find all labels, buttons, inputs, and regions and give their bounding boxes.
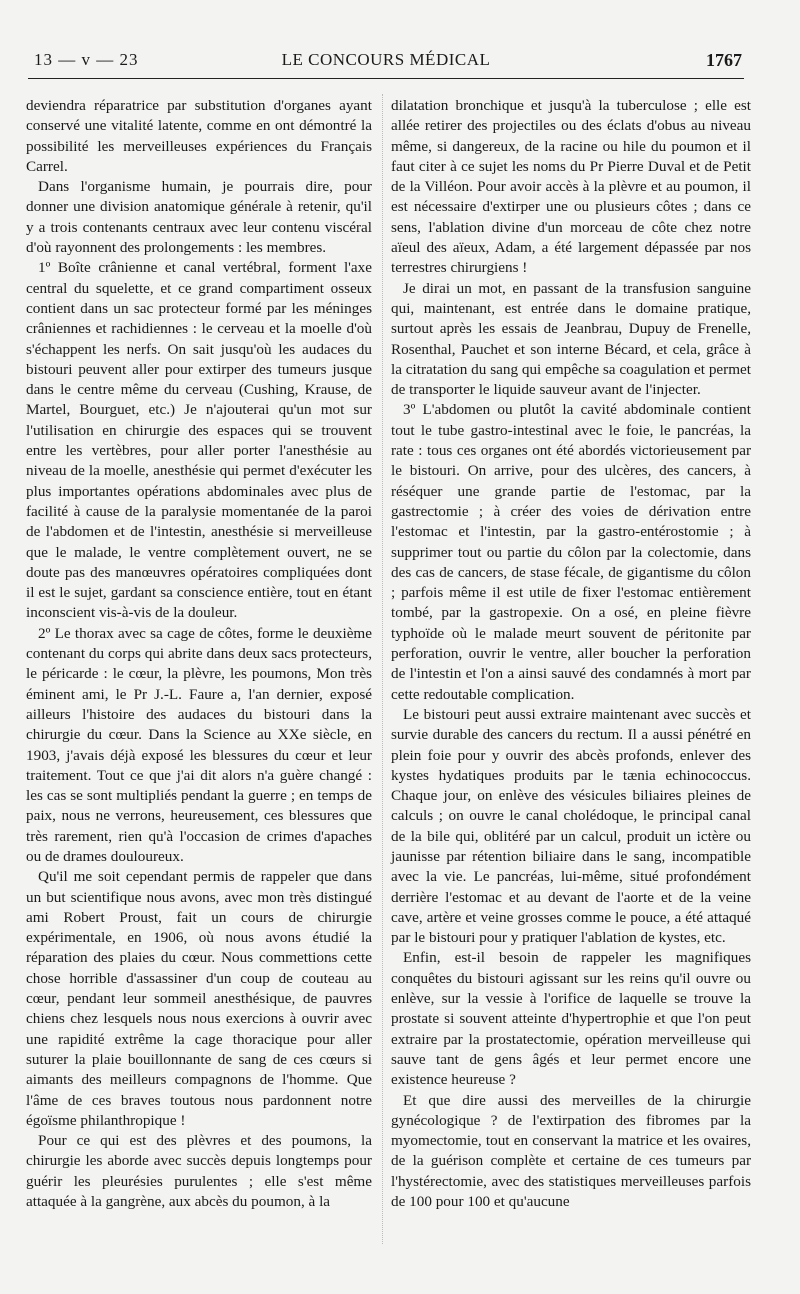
journal-title: LE CONCOURS MÉDICAL bbox=[281, 50, 491, 69]
issue-date: 13 — v — 23 bbox=[34, 50, 139, 69]
paragraph: deviendra réparatrice par substitution d'organes ayant conservé une vitalité latente, comme en ont démontré la possibilité les merveilleuses expériences du Français Carrel. bbox=[26, 97, 372, 175]
paragraph: Qu'il me soit cependant permis de rappeler que dans un but scientifique nous avons, avec mon très distingué ami Robert Proust, fait un cours de chirurgie expérimentale, en 1906, où nous avons étudié la réparation des plaies du cœur. Nous commettions cette chose horrible d'assassiner d'un coup de couteau au cœur, pendant leur sommeil anesthésique, de pauvres chiens chez lesquels nous nous exercions à ouvrir avec une rapidité extrême la cage thoracique pour aller suturer la plaie bouillonnante de sang de ces cœurs si aimants des meilleurs compagnons de l'homme. Que l'âme de ces braves toutous nous pardonnent notre égoïsme philanthropique ! bbox=[26, 868, 372, 1129]
column-divider bbox=[382, 94, 383, 1244]
right-column bbox=[391, 96, 751, 1212]
paragraph: Le bistouri peut aussi extraire maintenant avec succès et survie durable des cancers du rectum. Il a aussi pénétré en plein foie pour y ouvrir des abcès profonds, enlever des kystes hydatiques produits par le tænia echinococcus. Chaque jour, on enlève des vésicules biliaires pleines de calculs ; on ouvre le canal cholédoque, le principal canal de la bile qui, oblitéré par un calcul, produit un ictère ou jaunisse par rétention biliaire dans le sang, incompatible avec la vie. Le pancréas, lui-même, situé profondément derrière l'estomac et au devant de l'aorte et de la veine cave, artère et veine grosses comme le pouce, a été attaqué par le bistouri pour y pratiquer l'ablation de kystes, etc. bbox=[391, 705, 751, 947]
page-number: 1767 bbox=[706, 50, 742, 70]
paragraph: Et que dire aussi des merveilles de la chirurgie gynécologique ? de l'extirpation des fibromes par la myomectomie, tout en conservant la matrice et les ovaires, de la guérison complète et certaine de ces tumeurs par l'hystérectomie, avec des statistiques merveilleuses parfois de 100 pour 100 et qu'aucune bbox=[391, 1091, 751, 1211]
paragraph: Enfin, est-il besoin de rappeler les magnifiques conquêtes du bistouri agissant sur les reins qu'il ouvre ou enlève, sur la vessie à l'orifice de laquelle se trouve la prostate si souvent atteinte d'hypertrophie et que l'on peut extraire par la prostatectomie, opération merveilleuse qui sauve tant de gens âgés et leur permet encore une existence heureuse ? bbox=[391, 949, 751, 1089]
left-column bbox=[26, 96, 372, 1212]
paragraph: 3º L'abdomen ou plutôt la cavité abdominale contient tout le tube gastro-intestinal avec le foie, le pancréas, la rate : tous ces organes ont été abordés victorieusement par le bistouri. On arrive, pour des ulcères, des cancers, à réséquer une grande partie de l'estomac, par la gastrectomie ; à créer des voies de dérivation entre l'estomac et l'intestin, par la gastro-entérostomie ; à supprimer tout ou partie du côlon par la colectomie, dans des cas de cancers, de stase fécale, de gigantisme du côlon ; parfois même il est utile de fixer l'estomac entièrement tombé, par la gastropexie. On a osé, en pleine fièvre typhoïde où le malade meurt souvent de péritonite par perforation, ouvrir le ventre, aller boucher la perforation de l'intestin et l'on a ainsi sauvé des condamnés à mort par cette redoutable complication. bbox=[391, 401, 751, 703]
paragraph: 1º Boîte crânienne et canal vertébral, forment l'axe central du squelette, et ce grand compartiment osseux contient dans un sac protecteur formé par les méninges crâniennes et rachidiennes : le cerveau et la moelle d'où s'échappent les nerfs. On sait jusqu'où les audaces du bistouri peuvent aller pour extirper des tumeurs jusque dans le centre même du cerveau (Cushing, Krause, de Martel, Bourguet, etc.) Je n'ajouterai qu'un mot sur l'utilisation en chirurgie des espaces qui se trouvent entre les vertèbres, pour aller porter l'anesthésie au niveau de la moelle, anesthésie qui permet d'exécuter les plus importantes opérations abdominales avec plus de facilité à cause de la paralysie momentanée de la paroi de l'abdomen et de l'intestin, anesthésie si merveilleuse que le malade, le ventre complètement ouvert, ne se doute pas des manœuvres opératoires compliquées dont il est le sujet, gardant sa conscience entière, tout en étant inconscient vis-à-vis de la douleur. bbox=[26, 259, 372, 622]
paragraph: dilatation bronchique et jusqu'à la tuberculose ; elle est allée retirer des projectiles ou des éclats d'obus au niveau même, si dangereux, de la racine ou hile du poumon et il faut citer à ce sujet les noms du Pr Pierre Duval et de Petit de la Villéon. Pour avoir accès à la plèvre et au poumon, il est nécessaire d'extirper une ou plusieurs côtes ; dans ce sens, l'ablation divine d'un morceau de côte chez notre aïeul des aïeux, Adam, a été largement dépassée par nos terrestres chirurgiens ! bbox=[391, 97, 751, 277]
paragraph: Dans l'organisme humain, je pourrais dire, pour donner une division anatomique générale à retenir, qu'il y a trois contenants centraux avec leur contenu viscéral d'où rayonnent des prolongements : les membres. bbox=[26, 178, 372, 257]
paragraph: Je dirai un mot, en passant de la transfusion sanguine qui, maintenant, est entrée dans le domaine pratique, surtout après les essais de Jeanbrau, Dupuy de Frenelle, Rosenthal, Pauchet et son interne Bécard, et cela, grâce à la citratation du sang qui empêche sa coagulation et permet de transporter le liquide sauveur avant de l'injecter. bbox=[391, 279, 751, 399]
paragraph: 2º Le thorax avec sa cage de côtes, forme le deuxième contenant du corps qui abrite dans deux sacs protecteurs, le péricarde : le cœur, la plèvre, les poumons, Mon très éminent ami, le Pr J.-L. Faure a, l'an dernier, exposé ailleurs l'histoire des audaces du bistouri dans la chirurgie du cœur. Dans la Science au XXe siècle, en 1903, j'avais déjà exposé les blessures du cœur et leur traitement. Tout ce que j'ai dit alors n'a guère changé : les cas se sont multipliés pendant la guerre ; en temps de paix, nous ne verrons, heureusement, ces blessures que très rarement, rien qu'à l'occasion de crimes d'apaches ou de drames douloureux. bbox=[26, 624, 372, 865]
page-header bbox=[30, 50, 742, 76]
paragraph: Pour ce qui est des plèvres et des poumons, la chirurgie les aborde avec succès depuis longtemps pour guérir les pleurésies purulentes ; elle s'est même attaquée à la gangrène, aux abcès du poumon, à la bbox=[26, 1132, 372, 1211]
header-rule bbox=[28, 78, 744, 79]
